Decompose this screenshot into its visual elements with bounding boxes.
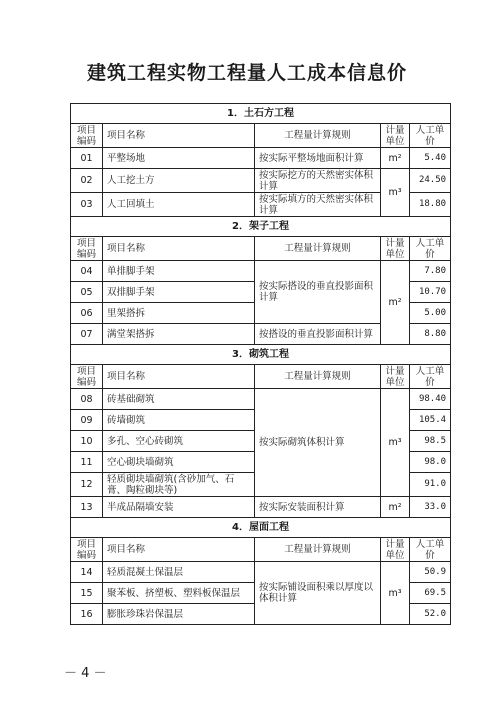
header-name: 项目名称 [103,124,255,148]
table-row: 12 轻质砌块墙砌筑(含砂加气、石膏、陶粒砌块等) 91.0 [71,473,451,497]
table-row: 14 轻质混凝土保温层 按实际铺设面积乘以厚度以体积计算 m³ 50.9 [71,562,451,583]
header-code: 项目编码 [71,124,103,148]
table-row: 16 膨胀珍珠岩保温层 52.0 [71,604,451,625]
table-row: 10 多孔、空心砖砌筑 98.5 [71,431,451,452]
cost-table [70,103,451,625]
table-row: 15 聚苯板、挤塑板、塑料板保温层 69.5 [71,583,451,604]
header-unit: 计量单位 [381,124,410,148]
section-header: 2．架子工程 [71,217,451,237]
section-header: 1．土石方工程 [71,104,451,124]
table-row: 05 双排脚手架 10.70 [71,282,451,303]
table-row: 09 砖墙砌筑 105.4 [71,410,451,431]
page-number: － 4 － [64,666,107,681]
header-rule: 工程量计算规则 [255,124,381,148]
table-row: 01 平整场地 按实际平整场地面积计算 m² 5.40 [71,148,451,169]
column-header-row: 项目编码 项目名称 工程量计算规则 计量单位 人工单价 [71,365,451,389]
table-row: 07 满堂架搭拆 按搭设的垂直投影面积计算 8.80 [71,324,451,345]
table-row: 08 砖基础砌筑 按实际砌筑体积计算 m³ 98.40 [71,389,451,410]
section-header: 4．屋面工程 [71,518,451,538]
table-row: 03 人工回填土 按实际填方的天然密实体积计算 18.80 [71,193,451,217]
table-row: 04 单排脚手架 按实际搭设的垂直投影面积计算 m² 7.80 [71,261,451,282]
table-row: 11 空心砌块墙砌筑 98.0 [71,452,451,473]
column-header-row: 项目编码 项目名称 工程量计算规则 计量单位 人工单价 [71,538,451,562]
page-title: 建筑工程实物工程量人工成本信息价 [86,62,407,84]
table-row: 02 人工挖土方 按实际挖方的天然密实体积计算 m³ 24.50 [71,169,451,193]
table-row: 13 半成品隔墙安装 按实际安装面积计算 m² 33.0 [71,497,451,518]
column-header-row [71,124,451,148]
table-row: 06 里架搭拆 5.00 [71,303,451,324]
header-price: 人工单价 [410,124,451,148]
column-header-row: 项目编码 项目名称 工程量计算规则 计量单位 人工单价 [71,237,451,261]
section-header: 3．砌筑工程 [71,345,451,365]
